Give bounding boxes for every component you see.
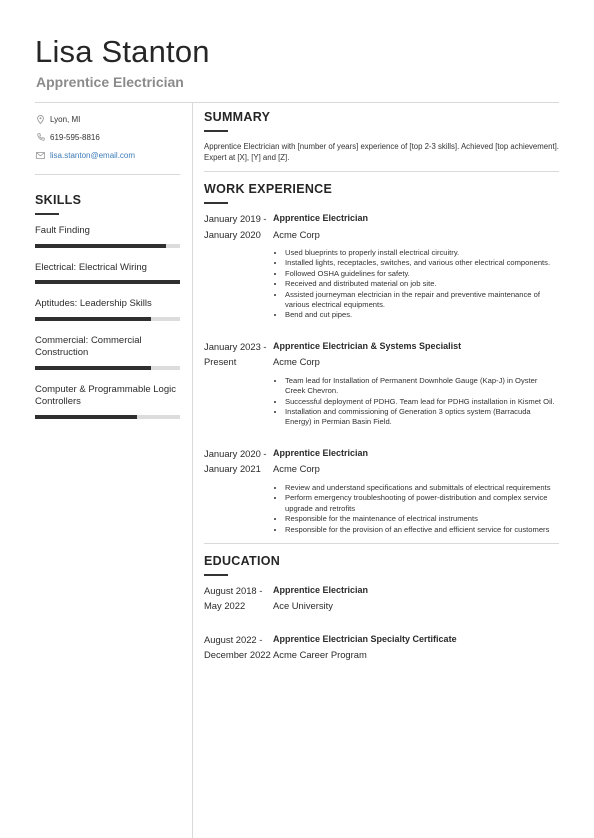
- skill-bar: [35, 280, 180, 284]
- experience-heading: WORK EXPERIENCE: [204, 182, 333, 196]
- job-bullet: • Perform emergency troubleshooting of power-distribution and complex service upgrade and retrofits: [285, 493, 559, 514]
- summary-heading-underline: [204, 130, 228, 132]
- skill-label: Fault Finding: [35, 225, 90, 236]
- job-date: January 2023 - Present: [204, 340, 267, 368]
- section-divider: [204, 543, 559, 544]
- education-section: [204, 554, 559, 663]
- job-company: Acme Corp: [273, 463, 320, 475]
- job-company: Acme Corp: [273, 356, 320, 368]
- job-bullet: • Installed lights, receptacles, switches, and various other electrical components.: [285, 258, 559, 268]
- location-text: Lyon, MI: [50, 114, 81, 124]
- job-entry: [204, 339, 559, 428]
- skill-bar-fill: [35, 244, 166, 248]
- skills-heading-underline: [35, 213, 59, 215]
- job-bullet: • Review and understand specifications and submittals of electrical requirements: [285, 483, 559, 493]
- education-school: Ace University: [273, 600, 333, 612]
- contact-phone: [35, 128, 180, 146]
- skill-bar: [35, 366, 180, 370]
- job-title: Apprentice Electrician: [273, 447, 369, 458]
- job-title: Apprentice Electrician & Systems Specialist: [273, 340, 462, 351]
- education-entry: [204, 632, 559, 663]
- job-bullet: • Followed OSHA guidelines for safety.: [285, 269, 559, 279]
- skill-bar: [35, 244, 180, 248]
- education-school: Acme Career Program: [273, 649, 367, 661]
- education-heading: EDUCATION: [204, 553, 281, 568]
- phone-icon: [35, 133, 46, 141]
- skill-label: Aptitudes: Leadership Skills: [35, 298, 152, 309]
- job-date: January 2020 - January 2021: [204, 447, 267, 475]
- job-entry: [204, 211, 559, 321]
- skill-label: Commercial: Commercial Construction: [35, 334, 142, 358]
- sidebar: [35, 110, 180, 419]
- skill-bar-fill: [35, 366, 151, 370]
- education-date: August 2022 - December 2022: [204, 633, 271, 661]
- skill-bar-fill: [35, 415, 137, 419]
- phone-text: 619-595-8816: [50, 132, 100, 142]
- summary-section: [204, 110, 559, 163]
- education-entry: [204, 583, 559, 614]
- skill-bar: [35, 317, 180, 321]
- summary-text: Apprentice Electrician with [number of years] experience of [top 2-3 skills]. Achieved [top achievement]. Expert at [X], [Y] and [Z].: [204, 142, 559, 162]
- job-bullet: • Successful deployment of PDHG. Team lead for PDHG installation in Kismet Oil.: [285, 397, 559, 407]
- education-title: Apprentice Electrician: [273, 584, 369, 595]
- sidebar-divider: [35, 174, 180, 175]
- job-bullet: • Bend and cut pipes.: [285, 310, 559, 320]
- experience-heading-underline: [204, 202, 228, 204]
- candidate-name: Lisa Stanton: [35, 34, 210, 69]
- skills-section: [35, 193, 180, 419]
- contact-location: [35, 110, 180, 128]
- job-title: Apprentice Electrician: [36, 74, 184, 90]
- job-bullet: • Responsible for the provision of an effective and efficient service for customers: [285, 525, 559, 535]
- job-bullet: • Installation and commissioning of Generation 3 optics system (Barracuda Energy) in Permian Basin Field.: [285, 407, 559, 428]
- job-bullets: [273, 483, 559, 535]
- skill-label: Computer & Programmable Logic Controllers: [35, 383, 176, 407]
- job-bullets: [273, 248, 559, 321]
- skill-item: [35, 298, 180, 321]
- summary-heading: SUMMARY: [204, 110, 271, 124]
- education-title: Apprentice Electrician Specialty Certificate: [273, 633, 457, 644]
- header-divider: [35, 102, 559, 103]
- job-bullet: • Team lead for Installation of Permanent Downhole Gauge (Kap-J) in Oyster Creek Chevron.: [285, 376, 559, 397]
- job-company: Acme Corp: [273, 228, 320, 240]
- location-pin-icon: [35, 115, 46, 124]
- job-date: January 2019 - January 2020: [204, 213, 267, 240]
- skill-bar: [35, 415, 180, 419]
- skill-item: [35, 262, 180, 285]
- envelope-icon: [35, 152, 46, 159]
- skill-label: Electrical: Electrical Wiring: [35, 261, 147, 273]
- skills-heading: SKILLS: [35, 193, 82, 207]
- job-entry: [204, 446, 559, 535]
- skill-item: [35, 225, 180, 248]
- job-bullet: • Assisted journeyman electrician in the repair and preventive maintenance of various electrical equipments.: [285, 290, 559, 311]
- email-link[interactable]: lisa.stanton@email.com: [50, 150, 136, 160]
- skill-bar-fill: [35, 317, 151, 321]
- contact-email[interactable]: [35, 146, 180, 164]
- job-bullet: • Responsible for the maintenance of electrical instruments: [285, 514, 559, 524]
- skill-item: [35, 384, 180, 419]
- main-column: [204, 110, 559, 663]
- column-divider: [192, 103, 193, 838]
- education-heading-underline: [204, 574, 228, 576]
- experience-section: [204, 182, 559, 535]
- job-bullets: [273, 376, 559, 428]
- education-date: August 2018 - May 2022: [204, 584, 263, 612]
- skill-item: [35, 335, 180, 370]
- section-divider: [204, 171, 559, 172]
- job-bullet: • Used blueprints to properly install electrical circuitry.: [285, 248, 559, 258]
- job-title: Apprentice Electrician: [273, 213, 369, 223]
- skill-bar-fill: [35, 280, 180, 284]
- job-bullet: • Received and distributed material on job site.: [285, 279, 559, 289]
